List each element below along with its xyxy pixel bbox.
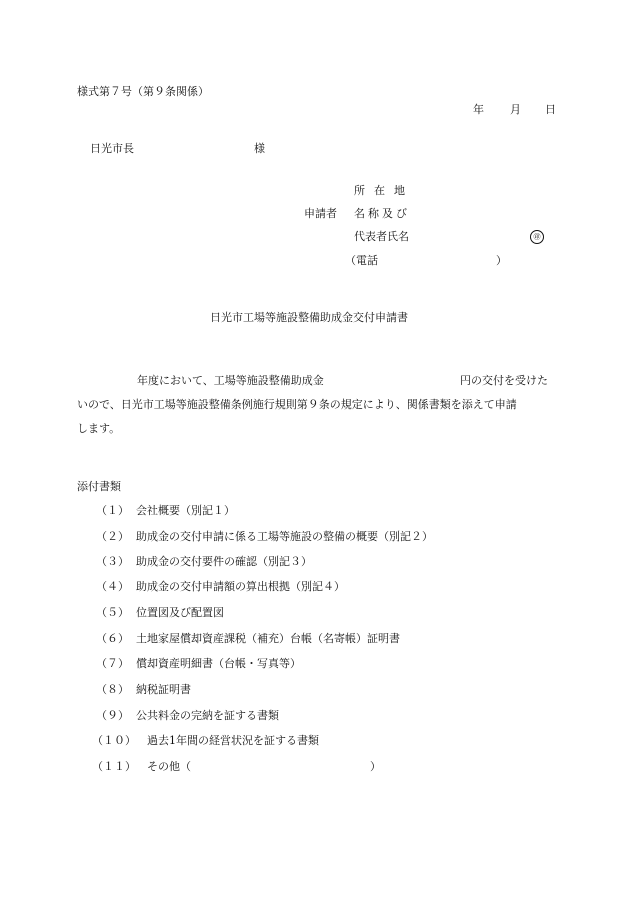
date-day-label: 日 (545, 103, 556, 116)
attachment-item (96, 505, 235, 516)
attachment-number: （３） (96, 555, 129, 568)
attachment-number: （２） (96, 530, 129, 543)
attachment-text: 納税証明書 (136, 683, 191, 696)
attachment-number: （６） (96, 632, 129, 645)
location-label: 所在地 (354, 184, 414, 197)
telephone-label: （電話 (345, 254, 378, 267)
addressee-name: 日光市長 (90, 142, 134, 155)
date-month-label: 月 (510, 103, 521, 116)
applicant-label: 申請者 (304, 207, 337, 220)
representative-label: 代表者氏名 (354, 230, 409, 243)
body-line-1-part-b: 円の交付を受けた (460, 374, 548, 387)
application-body (77, 369, 553, 441)
attachment-text: 位置図及び配置図 (136, 606, 224, 619)
attachments-heading: 添付書類 (77, 480, 121, 493)
attachment-item (96, 581, 345, 592)
name-label: 名称及び (354, 207, 410, 220)
form-number: 様式第７号（第９条関係） (77, 85, 209, 98)
body-line-3: します。 (77, 422, 121, 435)
seal-icon: ㊞ (530, 230, 544, 244)
attachment-number: （５） (96, 606, 129, 619)
attachment-number: （１） (96, 504, 129, 517)
telephone-close-paren: ） (496, 254, 507, 267)
attachment-text: 助成金の交付要件の確認（別記３） (136, 555, 312, 568)
other-close-paren: ） (370, 760, 381, 773)
attachment-number: （７） (96, 657, 129, 670)
attachment-text: 助成金の交付申請に係る工場等施設の整備の概要（別記２） (136, 530, 433, 543)
attachment-number: （８） (96, 683, 129, 696)
attachment-item (92, 735, 319, 746)
attachment-item (96, 556, 312, 567)
attachment-item (96, 710, 279, 721)
document-title: 日光市工場等施設整備助成金交付申請書 (210, 311, 408, 324)
date-year-label: 年 (473, 103, 484, 116)
attachment-number: （４） (96, 580, 129, 593)
attachment-text: その他（ (147, 760, 191, 773)
attachment-number: （１０） (92, 734, 136, 747)
attachment-text: 公共料金の完納を証する書類 (136, 709, 279, 722)
attachment-text: 会社概要（別記１） (136, 504, 235, 517)
attachment-item (96, 658, 301, 669)
attachment-item (96, 607, 224, 618)
attachment-number: （９） (96, 709, 129, 722)
attachment-text: 過去1年間の経営状況を証する書類 (147, 734, 319, 747)
attachment-text: 助成金の交付申請額の算出根拠（別記４） (136, 580, 345, 593)
attachment-item (92, 761, 191, 772)
attachment-text: 土地家屋償却資産課税（補充）台帳（名寄帳）証明書 (136, 632, 400, 645)
body-line-1-part-a: 年度において、工場等施設整備助成金 (137, 374, 324, 387)
attachment-number: （１１） (92, 760, 136, 773)
body-line-2: いので、日光市工場等施設整備条例施行規則第９条の規定により、関係書類を添えて申請 (77, 398, 517, 411)
attachment-item (96, 684, 191, 695)
addressee-honorific: 様 (254, 142, 265, 155)
body-line-1 (77, 369, 553, 393)
attachment-text: 償却資産明細書（台帳・写真等） (136, 657, 301, 670)
attachment-item (96, 633, 400, 644)
attachment-item (96, 531, 433, 542)
